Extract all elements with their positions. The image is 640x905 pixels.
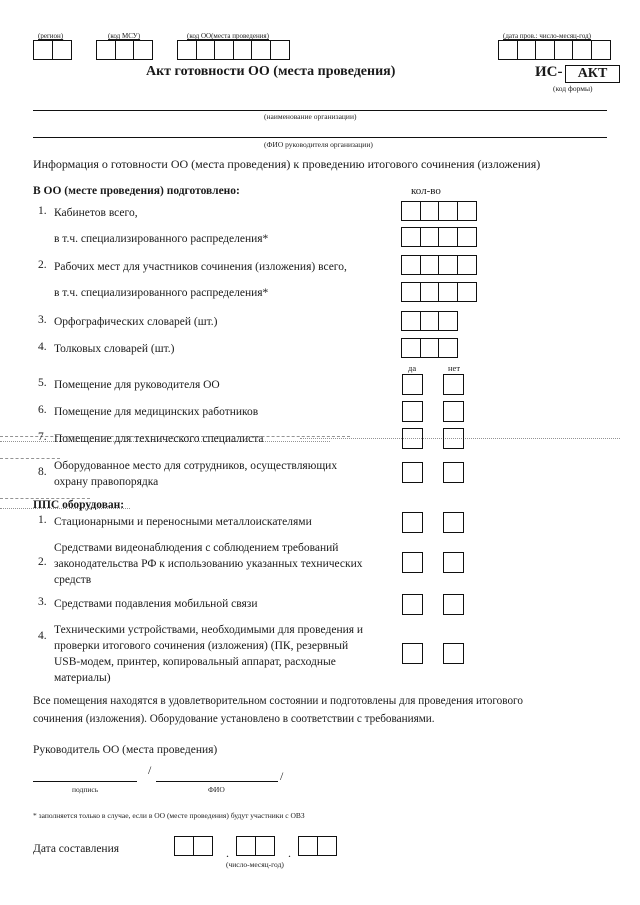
item-label: Стационарными и переносными металлоискателями (54, 516, 312, 528)
item-number: 8. (38, 466, 47, 478)
msu-code-field[interactable] (96, 40, 152, 60)
form-code-caption: (код формы) (553, 84, 593, 93)
head-room-no-checkbox[interactable] (443, 374, 464, 395)
date-caption-bottom: (число-месяц-год) (226, 860, 284, 869)
medical-room-no-checkbox[interactable] (443, 401, 464, 422)
head-fio-line[interactable] (33, 137, 607, 138)
item-label-line2: законодательства РФ к использованию указанных технических (54, 558, 363, 570)
signature-line[interactable] (33, 781, 137, 782)
item-number: 6. (38, 404, 47, 416)
date-year-field[interactable] (298, 836, 335, 856)
no-header: нет (448, 363, 461, 373)
metal-detectors-no-checkbox[interactable] (443, 512, 464, 533)
form-prefix: ИС- (535, 64, 563, 80)
date-separator: . (226, 846, 229, 860)
item-label-line2: проверки итогового сочинения (изложения) (ПК, резервный (54, 640, 349, 652)
msu-caption: (код МСУ) (108, 32, 141, 40)
signature-role: Руководитель ОО (места проведения) (33, 744, 218, 756)
date-separator: . (288, 846, 291, 860)
head-room-yes-checkbox[interactable] (402, 374, 423, 395)
item-label: Средствами подавления мобильной связи (54, 598, 258, 610)
security-place-no-checkbox[interactable] (443, 462, 464, 483)
item-number: 4. (38, 630, 47, 642)
tech-devices-yes-checkbox[interactable] (402, 643, 423, 664)
item-label-line1: Оборудованное место для сотрудников, осуществляющих (54, 460, 338, 472)
item-number: 5. (38, 377, 47, 389)
item-label-line4: материалы) (54, 672, 111, 684)
date-month-field[interactable] (236, 836, 273, 856)
region-caption: (регион) (38, 32, 64, 40)
tech-devices-no-checkbox[interactable] (443, 643, 464, 664)
date-code-field[interactable] (498, 40, 609, 60)
item-label-line3: средств (54, 574, 92, 586)
security-place-yes-checkbox[interactable] (402, 462, 423, 483)
scan-noise (0, 458, 60, 459)
workplaces-total-field[interactable] (401, 255, 475, 275)
item-label-line3: USB-модем, принтер, копировальный аппарат, расходные (54, 656, 336, 668)
item-number: 3. (38, 314, 47, 326)
tech-room-no-checkbox[interactable] (443, 428, 464, 449)
item-label: Помещение для руководителя ОО (54, 379, 220, 391)
signature-caption: подпись (72, 785, 99, 794)
info-line: Информация о готовности ОО (места проведения) к проведению итогового сочинения (изложения) (33, 157, 541, 171)
oo-code-caption: (код ОО(места проведения) (187, 32, 269, 40)
item-label-line2: охрану правопорядка (54, 476, 159, 488)
page-title: Акт готовности ОО (места проведения) (146, 64, 396, 79)
organization-name-line[interactable] (33, 110, 607, 111)
item-number: 2. (38, 259, 47, 271)
cabinets-special-field[interactable] (401, 227, 475, 247)
item-label: Орфографических словарей (шт.) (54, 316, 218, 328)
item-number: 1. (38, 205, 47, 217)
signal-jammers-yes-checkbox[interactable] (402, 594, 423, 615)
explanatory-dictionaries-field[interactable] (401, 338, 457, 358)
form-code-box: АКТ (565, 65, 620, 83)
head-fio-caption: (ФИО руководителя организации) (264, 140, 373, 149)
item-number: 2. (38, 556, 47, 568)
tech-room-yes-checkbox[interactable] (402, 428, 423, 449)
date-day-field[interactable] (174, 836, 211, 856)
cabinets-total-field[interactable] (401, 201, 475, 221)
section2-title: ППС оборудован: (33, 499, 125, 511)
item-label: Помещение для медицинских работников (54, 406, 259, 418)
spelling-dictionaries-field[interactable] (401, 311, 457, 331)
workplaces-special-field[interactable] (401, 282, 475, 302)
fio-caption: ФИО (208, 785, 225, 794)
item-label: Рабочих мест для участников сочинения (изложения) всего, (54, 261, 347, 273)
item-label: Помещение для технического специалиста (54, 433, 264, 445)
metal-detectors-yes-checkbox[interactable] (402, 512, 423, 533)
item-number: 1. (38, 514, 47, 526)
medical-room-yes-checkbox[interactable] (402, 401, 423, 422)
video-surveillance-no-checkbox[interactable] (443, 552, 464, 573)
signal-jammers-no-checkbox[interactable] (443, 594, 464, 615)
fio-slash: / (280, 769, 284, 783)
section1-title: В ОО (месте проведения) подготовлено: (33, 185, 240, 197)
signature-slash: / (148, 763, 152, 777)
footnote: * заполняется только в случае, если в ОО (месте проведения) будут участники с ОВЗ (33, 811, 305, 820)
item-label-line1: Средствами видеонаблюдения с соблюдением требований (54, 542, 339, 554)
organization-name-caption: (наименование организации) (264, 112, 357, 121)
qty-header: кол-во (411, 185, 441, 197)
region-code-field[interactable] (33, 40, 70, 60)
conclusion-line1: Все помещения находятся в удовлетворительном состоянии и подготовлены для проведения итогового (33, 695, 523, 707)
item-label: в т.ч. специализированного распределения* (54, 287, 269, 299)
oo-code-field[interactable] (177, 40, 288, 60)
date-caption: (дата пров.: число-месяц-год) (503, 32, 592, 40)
yes-header: да (408, 363, 417, 373)
item-label-line1: Техническими устройствами, необходимыми для проведения и (54, 624, 364, 636)
item-number: 3. (38, 596, 47, 608)
item-label: в т.ч. специализированного распределения* (54, 233, 269, 245)
conclusion-line2: сочинения (изложения). Оборудование установлено в соответствии с требованиями. (33, 713, 435, 725)
item-label: Толковых словарей (шт.) (54, 343, 175, 355)
item-label: Кабинетов всего, (54, 207, 138, 219)
item-number: 7. (38, 431, 47, 443)
item-number: 4. (38, 341, 47, 353)
video-surveillance-yes-checkbox[interactable] (402, 552, 423, 573)
date-label: Дата составления (33, 843, 120, 855)
fio-line[interactable] (156, 781, 278, 782)
